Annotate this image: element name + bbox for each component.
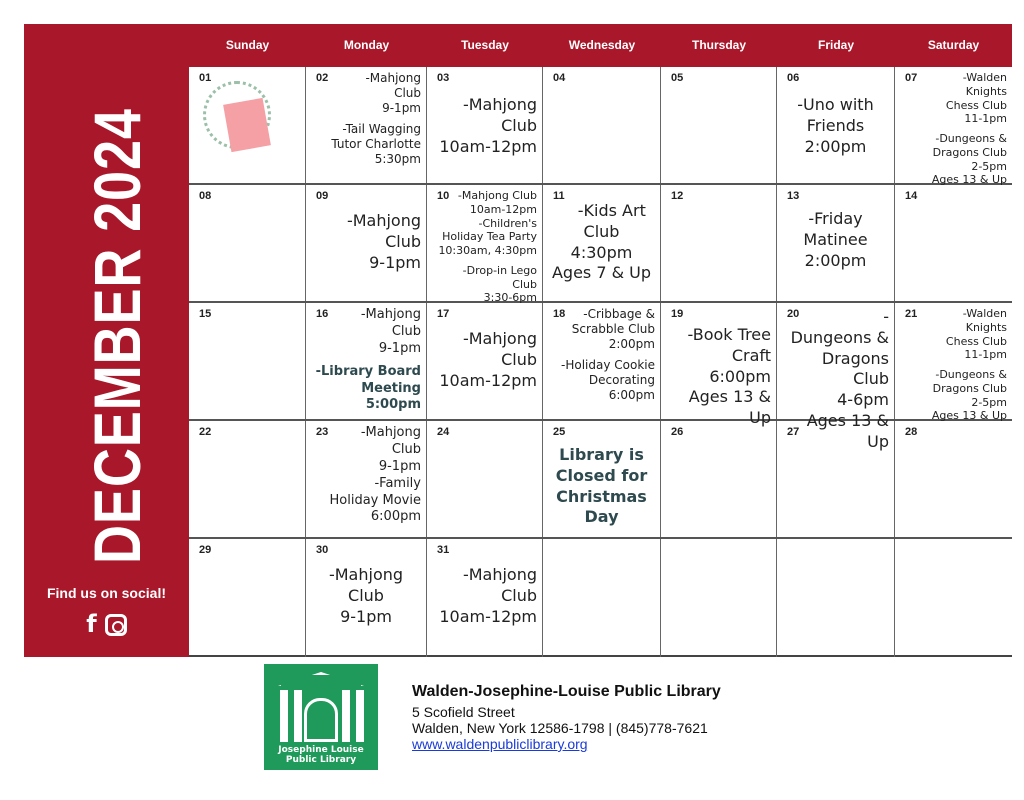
day-number: 04 [553,72,566,84]
day-cell-08[interactable] [189,185,306,301]
event-text: -Dungeons & Dragons Club 2-5pm Ages 13 & Up [931,368,1007,423]
weekday-friday: Friday [817,38,854,52]
day-number: 15 [199,308,212,320]
event-text: -Mahjong Club 10am-12pm [439,95,537,156]
day-number: 03 [437,72,450,84]
day-number: 07 [905,72,918,84]
event-text: -Library Board Meeting 5:00pm [315,363,421,413]
event-text: -Mahjong Club 9-1pm [360,307,421,356]
day-number: 30 [316,544,329,556]
day-cell-22[interactable] [189,421,306,537]
day-number: 27 [787,426,800,438]
event-text: Library is Closed for Christmas Day [555,445,648,527]
day-number: 08 [199,190,212,202]
day-cell-30[interactable] [306,539,427,657]
weekday-header [189,24,1012,67]
event-text: -Mahjong Club 9-1pm [365,71,421,115]
empty-cell[interactable] [777,539,895,657]
event-text: -Drop-in Lego Club 3:30-6pm [462,263,537,305]
day-cell-25[interactable] [543,421,661,537]
instagram-icon[interactable] [105,614,127,636]
week-row [189,421,1012,539]
day-number: 25 [553,426,566,438]
day-number: 10 [437,190,450,202]
day-number: 23 [316,426,329,438]
day-number: 16 [316,308,329,320]
calendar-grid [189,67,1012,657]
day-number: 14 [905,190,918,202]
day-cell-04[interactable] [543,67,661,183]
day-cell-18[interactable] [543,303,661,419]
event-text: -Kids Art Club 4:30pm Ages 7 & Up [551,201,652,283]
day-cell-17[interactable] [427,303,543,419]
day-number: 13 [787,190,800,202]
event-text: -Dungeons & Dragons Club 4-6pm Ages 13 & Up [790,307,889,451]
month-sidebar [24,24,189,657]
day-cell-11[interactable] [543,185,661,301]
week-row [189,539,1012,657]
logo-text: Josephine Louise Public Library [278,745,364,766]
day-cell-26[interactable] [661,421,777,537]
week-row [189,67,1012,185]
weekday-monday: Monday [343,38,390,52]
day-number: 06 [787,72,800,84]
book-icon [223,98,271,152]
day-cell-21[interactable] [895,303,1012,423]
event-text: -Holiday Cookie Decorating 6:00pm [561,358,655,402]
day-number: 31 [437,544,450,556]
day-cell-29[interactable] [189,539,306,657]
day-number: 01 [199,72,212,84]
social-label: Find us on social! [46,585,166,601]
weekday-wednesday: Wednesday [568,38,636,52]
day-cell-02[interactable] [306,67,427,183]
day-number: 05 [671,72,684,84]
event-text: -Dungeons & Dragons Club 2-5pm Ages 13 & Up [931,132,1007,187]
weekday-tuesday: Tuesday [461,38,509,52]
day-number: 11 [553,190,565,202]
facebook-icon[interactable]: f [86,610,97,638]
library-website-link[interactable]: www.waldenpubliclibrary.org [412,736,588,752]
day-cell-09[interactable] [306,185,427,301]
month-title: DECEMBER 2024 [80,108,154,565]
event-text: -Uno with Friends 2:00pm [797,95,874,156]
event-text: -Mahjong Club 10am-12pm [439,565,537,626]
day-cell-23[interactable] [306,421,427,537]
day-cell-31[interactable] [427,539,543,657]
event-text: -Mahjong Club 9-1pm [346,211,421,272]
door-icon [304,698,338,742]
event-text: -Mahjong Club 9-1pm -Family Holiday Movie 6:00pm [329,425,421,525]
day-cell-10[interactable] [427,185,543,305]
day-cell-15[interactable] [189,303,306,419]
day-cell-05[interactable] [661,67,777,183]
day-cell-19[interactable] [661,303,777,428]
empty-cell[interactable] [543,539,661,657]
day-cell-01[interactable] [189,67,306,183]
day-cell-12[interactable] [661,185,777,301]
empty-cell[interactable] [895,539,1012,657]
day-cell-07[interactable] [895,67,1012,187]
event-text: -Mahjong Club 10am-12pm -Children's Holiday Tea Party 10:30am, 4:30pm [438,189,537,257]
library-name: Walden-Josephine-Louise Public Library [412,683,721,700]
day-cell-13[interactable] [777,185,895,301]
day-number: 26 [671,426,684,438]
event-text: -Walden Knights Chess Club 11-1pm [945,71,1007,126]
weekday-sunday: Sunday [225,38,270,52]
day-number: 29 [199,544,212,556]
library-city-phone: Walden, New York 12586-1798 | (845)778-7621 [412,720,708,736]
social-icons [24,610,189,638]
day-number: 24 [437,426,450,438]
day-cell-24[interactable] [427,421,543,537]
weekday-thursday: Thursday [691,38,746,52]
day-cell-03[interactable] [427,67,543,183]
event-text: -Friday Matinee 2:00pm [803,209,868,270]
day-number: 20 [787,308,800,320]
event-text: -Cribbage & Scrabble Club 2:00pm [571,307,655,351]
day-number: 12 [671,190,684,202]
event-text: -Tail Wagging Tutor Charlotte 5:30pm [331,122,421,166]
library-street: 5 Scofield Street [412,704,515,720]
day-number: 09 [316,190,329,202]
event-text: -Mahjong Club 9-1pm [328,565,404,626]
event-text: -Walden Knights Chess Club 11-1pm [945,307,1007,362]
day-number: 21 [905,308,918,320]
library-info [412,684,721,752]
day-number: 28 [905,426,918,438]
library-logo [264,664,378,770]
day-cell-28[interactable] [895,421,1012,537]
day-number: 19 [671,308,684,320]
week-row [189,185,1012,303]
day-cell-06[interactable] [777,67,895,183]
day-cell-16[interactable] [306,303,427,419]
day-number: 02 [316,72,329,84]
weekday-saturday: Saturday [927,38,980,52]
day-number: 17 [437,308,450,320]
day-number: 22 [199,426,212,438]
day-cell-14[interactable] [895,185,1012,301]
empty-cell[interactable] [661,539,777,657]
day-cell-27[interactable] [777,421,895,537]
event-text: -Mahjong Club 10am-12pm [439,329,537,390]
day-number: 18 [553,308,566,320]
event-text: -Book Tree Craft 6:00pm Ages 13 & Up [687,325,771,428]
